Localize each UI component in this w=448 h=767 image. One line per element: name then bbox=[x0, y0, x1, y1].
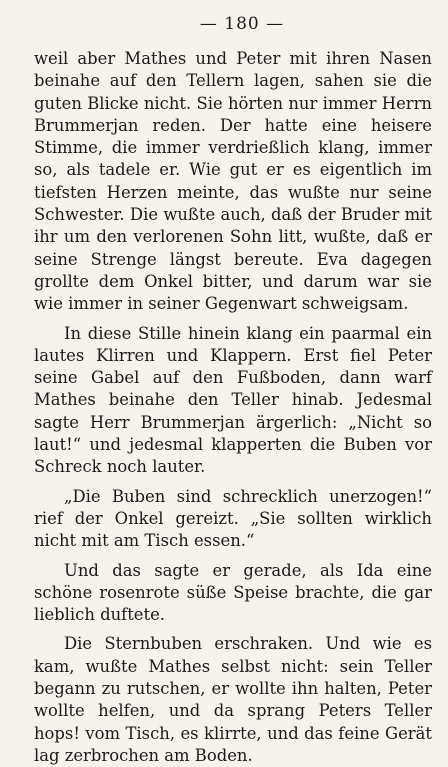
paragraph-3: „Die Buben sind schrecklich unerzogen!“ rief der Onkel gereizt. „Sie sollten wirklich nicht mit am Tisch essen.“ bbox=[34, 486, 432, 551]
paragraph-1: weil aber Mathes und Peter mit ihren Nasen beinahe auf den Tellern lagen, sahen sie die guten Blicke nicht. Sie hörten nur immer Herrn Brummerjan reden. Der hatte eine heisere Stimme, die immer verdrießlich klang, immer so, als tadele er. Wie gut er es eigentlich im tiefsten Herzen meinte, das wußte nur seine Schwester. Die wußte auch, daß der Bruder mit ihr um den verlorenen Sohn litt, wußte, daß er seine Strenge längst bereute. Eva dagegen grollte dem Onkel bitter, und darum war sie wie immer in seiner Gegenwart schweigsam. bbox=[34, 49, 432, 314]
paragraph-2: In diese Stille hinein klang ein paarmal ein lautes Klirren und Klappern. Erst fiel Peter seine Gabel auf den Fußboden, dann warf Mathes beinahe den Teller hinab. Jedesmal sagte Herr Brummerjan ärgerlich: „Nicht so laut!“ und jedesmal klapperten die Buben vor Schreck noch lauter. bbox=[34, 323, 432, 477]
paragraph-5: Die Sternbuben erschraken. Und wie es kam, wußte Mathes selbst nicht: sein Teller begann zu rutschen, er wollte ihn halten, Peter wollte helfen, und da sprang Peters Teller hops! vom Tisch, es klirrte, und das feine Gerät lag zerbrochen am Boden. bbox=[34, 634, 432, 765]
paragraph-4: Und das sagte er gerade, als Ida eine schöne rosenrote süße Speise brachte, die gar lieblich duftete. bbox=[34, 560, 432, 625]
page-number: — 180 — bbox=[199, 14, 285, 34]
page-body bbox=[34, 48, 432, 767]
